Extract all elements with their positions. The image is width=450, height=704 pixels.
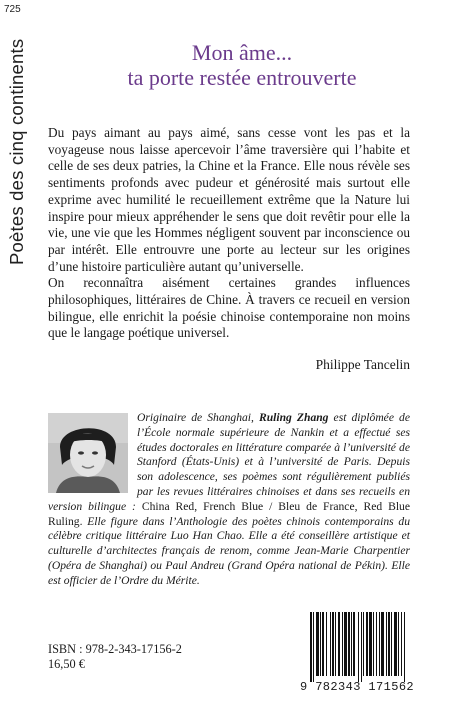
title-line-1: Mon âme...	[191, 40, 293, 65]
blurb-paragraph-1: Du pays aimant au pays aimé, sans cesse vont les pas et la voyageuse nous laisse apercevoir l’âme traversière qui l’habite et celle de ses deux patries, la Chine et la France. Elle nous révèle ses sentiments profonds avec pudeur et générosité mais surtout elle exprime avec humilité le recueillement extrême que la Nature lui inspire pour mieux appréhender le sens que doit revêtir pour elle la vie, une vie que les Hommes négligent souvent par inconscience ou par intérêt. Elle entrouvre une porte au lecteur sur les origines d’une histoire particulière autant qu’universelle.	[48, 125, 410, 274]
barcode-bar	[351, 612, 352, 676]
barcode-bar	[335, 612, 336, 676]
barcode	[300, 612, 438, 696]
bio-collection-titles: China Red, French Blue / Bleu de France, Red Blue Ruling.	[48, 499, 410, 528]
photo-spacer	[48, 411, 137, 497]
collection-name: Poètes des cinq continents	[6, 38, 27, 265]
barcode-bar	[373, 612, 374, 676]
title-line-2: ta porte restée entrouverte	[127, 65, 357, 90]
author-name: Ruling Zhang	[258, 411, 329, 424]
price: 16,50 €	[48, 657, 85, 671]
barcode-bar	[404, 612, 405, 682]
isbn: ISBN : 978-2-343-17156-2	[48, 642, 182, 656]
barcode-bar	[398, 612, 399, 676]
barcode-bar	[386, 612, 387, 676]
barcode-bar	[388, 612, 390, 676]
bio-text-2: est diplômée de l’École normale supérieure de Nankin et a effectué ses études doctorales en littérature comparée à l’université de Stanford (États-Unis) et à l’université de Paris. Depuis son adolescence, ses poèmes sont régulièrement publiés par les revues littéraires chinoises et dans ses recueils en version bilingue :	[48, 411, 410, 513]
barcode-bar	[348, 612, 350, 676]
back-cover-blurb	[48, 125, 410, 342]
barcode-bar	[366, 612, 368, 676]
collection-spine	[0, 0, 34, 704]
barcode-bar	[361, 612, 362, 682]
book-title	[92, 40, 392, 90]
barcode-bar	[353, 612, 355, 676]
barcode-bar	[332, 612, 334, 676]
barcode-bar	[342, 612, 343, 676]
barcode-bar	[363, 612, 364, 676]
barcode-bar	[358, 612, 359, 682]
author-biography	[48, 411, 410, 589]
barcode-bar	[381, 612, 384, 676]
barcode-bar	[391, 612, 392, 676]
bio-text-1: Originaire de Shanghai,	[137, 411, 259, 424]
barcode-bar	[344, 612, 347, 676]
barcode-bar	[316, 612, 319, 676]
bio-text-3: Elle figure dans l’Anthologie des poètes chinois contemporains du célèbre critique littéraire Luo Han Chao. Elle a été conseillère artistique et culturelle d’architectes français de renom, comme Jean-Marie Charpentier (Opéra de Shanghai) ou Paul Andreu (Grand Opéra national de Pékin). Elle est officier de l’Ordre du Mérite.	[48, 514, 410, 587]
blurb-paragraph-2: On reconnaîtra aisément certaines grandes influences philosophiques, littéraires de Chine. À travers ce recueil en version bilingue, elle enrichit la poésie chinoise contemporaine non moins que le langage poétique universel.	[48, 275, 410, 341]
barcode-bar	[310, 612, 312, 682]
barcode-bar	[401, 612, 402, 676]
barcode-bar	[320, 612, 321, 676]
barcode-bar	[394, 612, 397, 676]
blurb-signature: Philippe Tancelin	[315, 357, 410, 372]
barcode-bar	[330, 612, 331, 676]
barcode-bar	[326, 612, 327, 676]
barcode-bar	[313, 612, 314, 682]
barcode-bar	[379, 612, 380, 676]
barcode-bar	[322, 612, 324, 676]
barcode-bar	[338, 612, 340, 676]
barcode-digits: 9 782343 171562	[300, 680, 415, 694]
barcode-bar	[376, 612, 377, 676]
series-number: 725	[4, 4, 21, 15]
barcode-bar	[369, 612, 372, 676]
